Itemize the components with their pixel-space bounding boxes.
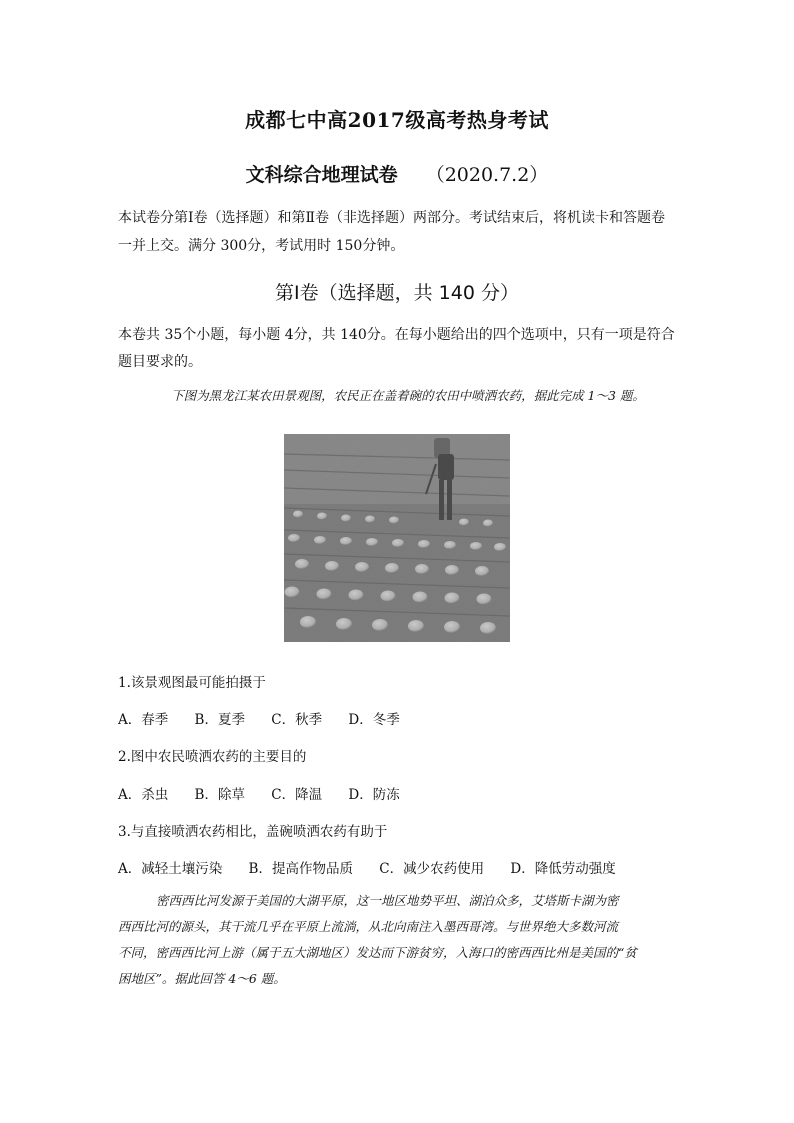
subtitle-text: 文科综合地理试卷 (245, 164, 398, 186)
option: B．提高作物品质 (248, 861, 353, 877)
option: C．减少农药使用 (379, 861, 485, 877)
section-title: 第Ⅰ卷（选择题，共 140 分） (275, 282, 519, 304)
instructions-line: 一并上交。满分 300分，考试用时 150分钟。 (118, 238, 405, 254)
question-1: 1.该景观图最可能拍摄于 (118, 675, 266, 691)
option: D．降低劳动强度 (510, 861, 616, 877)
exam-instructions (118, 204, 680, 260)
option: C．降温 (271, 787, 323, 803)
passage-line-text: 密西西比河发源于美国的大湖平原，这一地区地势平坦、湖泊众多，艾塔斯卡湖为密 (156, 893, 619, 908)
option: A．减轻土壤污染 (118, 861, 223, 877)
question-3-options (118, 857, 638, 877)
instructions-line: 本试卷分第Ⅰ卷（选择题）和第Ⅱ卷（非选择题）两部分。考试结束后，将机读卡和答题卷 (118, 210, 666, 226)
question-2-options (118, 783, 422, 803)
exam-subtitle (0, 160, 794, 187)
exam-title: 成都七中高2017级高考热身考试 (245, 108, 549, 132)
passage-line: 困地区”。据此回答 4～6 题。 (118, 971, 286, 986)
option: C．秋季 (271, 712, 323, 728)
passage-line: 西西比河的源头，其干流几乎在平原上流淌，从北向南注入墨西哥湾。与世界绝大多数河流 (118, 919, 619, 934)
question-3: 3.与直接喷洒农药相比，盖碗喷洒农药有助于 (118, 824, 388, 840)
question-2: 2.图中农民喷洒农药的主要目的 (118, 749, 307, 765)
option: B．除草 (194, 787, 245, 803)
section-instructions-line: 题目要求的。 (118, 354, 202, 370)
section-instructions-line: 本卷共 35个小题，每小题 4分，共 140分。在每小题给出的四个选项中，只有一项是符合 (118, 327, 675, 343)
option: A．杀虫 (118, 787, 169, 803)
passage-line (118, 888, 690, 914)
reading-passage (118, 888, 690, 992)
figure-caption: 下图为黑龙江某农田景观图，农民正在盖着碗的农田中喷洒农药，据此完成 1～3 题。 (171, 388, 645, 403)
passage-line: 不同，密西西比河上游（属于五大湖地区）发达而下游贫穷，入海口的密西西比州是美国的“贫 (118, 945, 637, 960)
option: B．夏季 (194, 712, 245, 728)
exam-date: （2020.7.2） (425, 164, 549, 186)
question-1-options (118, 708, 422, 728)
option: D．冬季 (348, 712, 400, 728)
section-instructions (118, 322, 680, 376)
option: A．春季 (118, 712, 169, 728)
farmland-photo (284, 434, 510, 642)
option: D．防冻 (348, 787, 400, 803)
